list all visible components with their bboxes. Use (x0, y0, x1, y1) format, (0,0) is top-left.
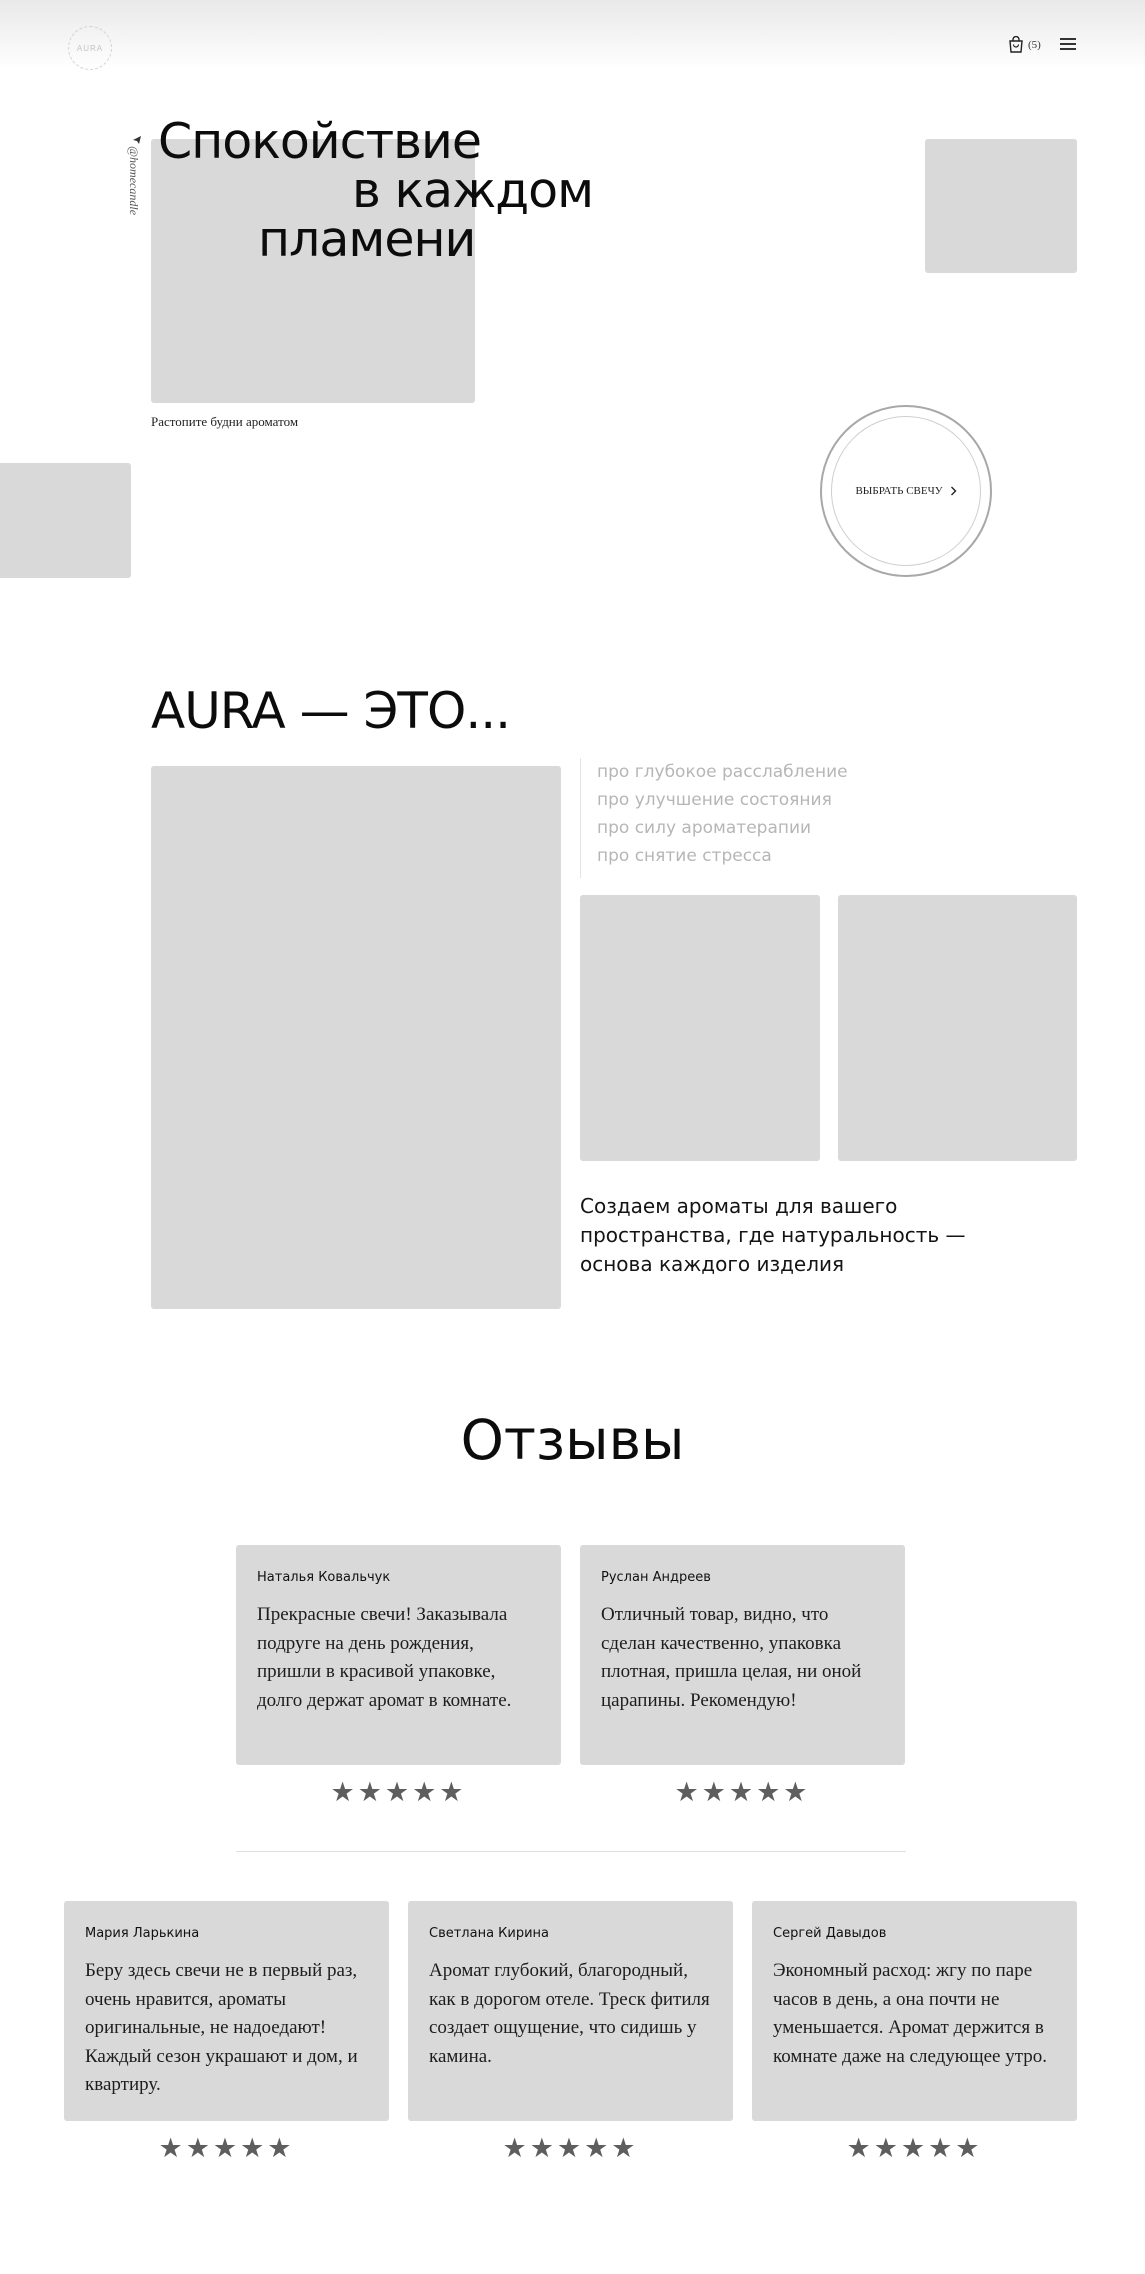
review-rating: ★★★★★ (330, 1777, 467, 1807)
about-image-1 (580, 895, 820, 1161)
review-card (580, 1545, 905, 1765)
about-list (580, 758, 900, 878)
reviews-title: Отзывы (460, 1408, 685, 1472)
review-text: Беру здесь свечи не в первый раз, очень нравится, ароматы оригинальные, не надоедают! Каждый сезон украшают и дом, и квартиру. (85, 1960, 358, 2095)
review-rating: ★★★★★ (846, 2133, 983, 2163)
about-image-2 (838, 895, 1077, 1161)
review-author: Светлана Кирина (429, 1926, 550, 1941)
review-card (408, 1901, 733, 2121)
review-text: Аромат глубокий, благородный, как в дорогом отеле. Треск фитиля создает ощущение, что сидишь у камина. (429, 1960, 710, 2067)
review-card (236, 1545, 561, 1765)
review-author: Руслан Андреев (601, 1570, 711, 1585)
review-author: Наталья Ковальчук (257, 1570, 391, 1585)
hero-title-line-1: Спокойствие (158, 113, 482, 170)
review-card (64, 1901, 389, 2121)
divider (236, 1851, 906, 1852)
choose-candle-button[interactable] (820, 405, 992, 577)
hero-subtitle: Растопите будни ароматом (151, 414, 299, 429)
choose-candle-inner-ring[interactable] (831, 416, 981, 566)
review-text: Прекрасные свечи! Заказывала подруге на день рождения, пришли в красивой упаковке, долго держат аромат в комнате. (257, 1604, 512, 1711)
about-item: про силу ароматерапии (597, 818, 812, 838)
logo[interactable] (68, 26, 112, 70)
cart-button[interactable] (1008, 36, 1041, 53)
hero-title-line-3: пламени (258, 211, 476, 268)
hero-left-image (0, 463, 131, 578)
telegram-icon[interactable] (132, 135, 142, 145)
about-item: про улучшение состояния (597, 790, 832, 810)
review-text: Отличный товар, видно, что сделан качественно, упаковка плотная, пришла целая, ни оной царапины. Рекомендую! (601, 1604, 862, 1711)
about-item: про глубокое расслабление (597, 762, 848, 782)
about-item: про снятие стресса (597, 846, 772, 866)
about-main-image (151, 766, 561, 1309)
choose-candle-label: ВЫБРАТЬ СВЕЧУ (855, 485, 943, 497)
review-rating: ★★★★★ (158, 2133, 295, 2163)
review-rating: ★★★★★ (502, 2133, 639, 2163)
review-text: Экономный расход: жгу по паре часов в день, а она почти не уменьшается. Аромат держится в комнате даже на следующее утро. (773, 1960, 1048, 2067)
shopping-bag-icon (1008, 36, 1024, 53)
chevron-right-icon (950, 486, 957, 496)
about-title: AURA — ЭТО... (151, 682, 510, 740)
header-bar (0, 0, 1145, 70)
review-card (752, 1901, 1077, 2121)
review-author: Сергей Давыдов (773, 1926, 887, 1941)
review-author: Мария Ларькина (85, 1926, 200, 1941)
hero-title-line-2: в каждом (352, 162, 594, 219)
hero-side-image (925, 139, 1077, 273)
hamburger-menu-icon[interactable] (1060, 38, 1076, 50)
cart-count: (5) (1028, 38, 1041, 51)
social-handle[interactable]: @homecandle (127, 146, 141, 216)
review-rating: ★★★★★ (674, 1777, 811, 1807)
about-text: Создаем ароматы для вашего пространства, где натуральность — основа каждого изделия (580, 1194, 966, 1276)
logo-text: AURA (76, 43, 104, 53)
